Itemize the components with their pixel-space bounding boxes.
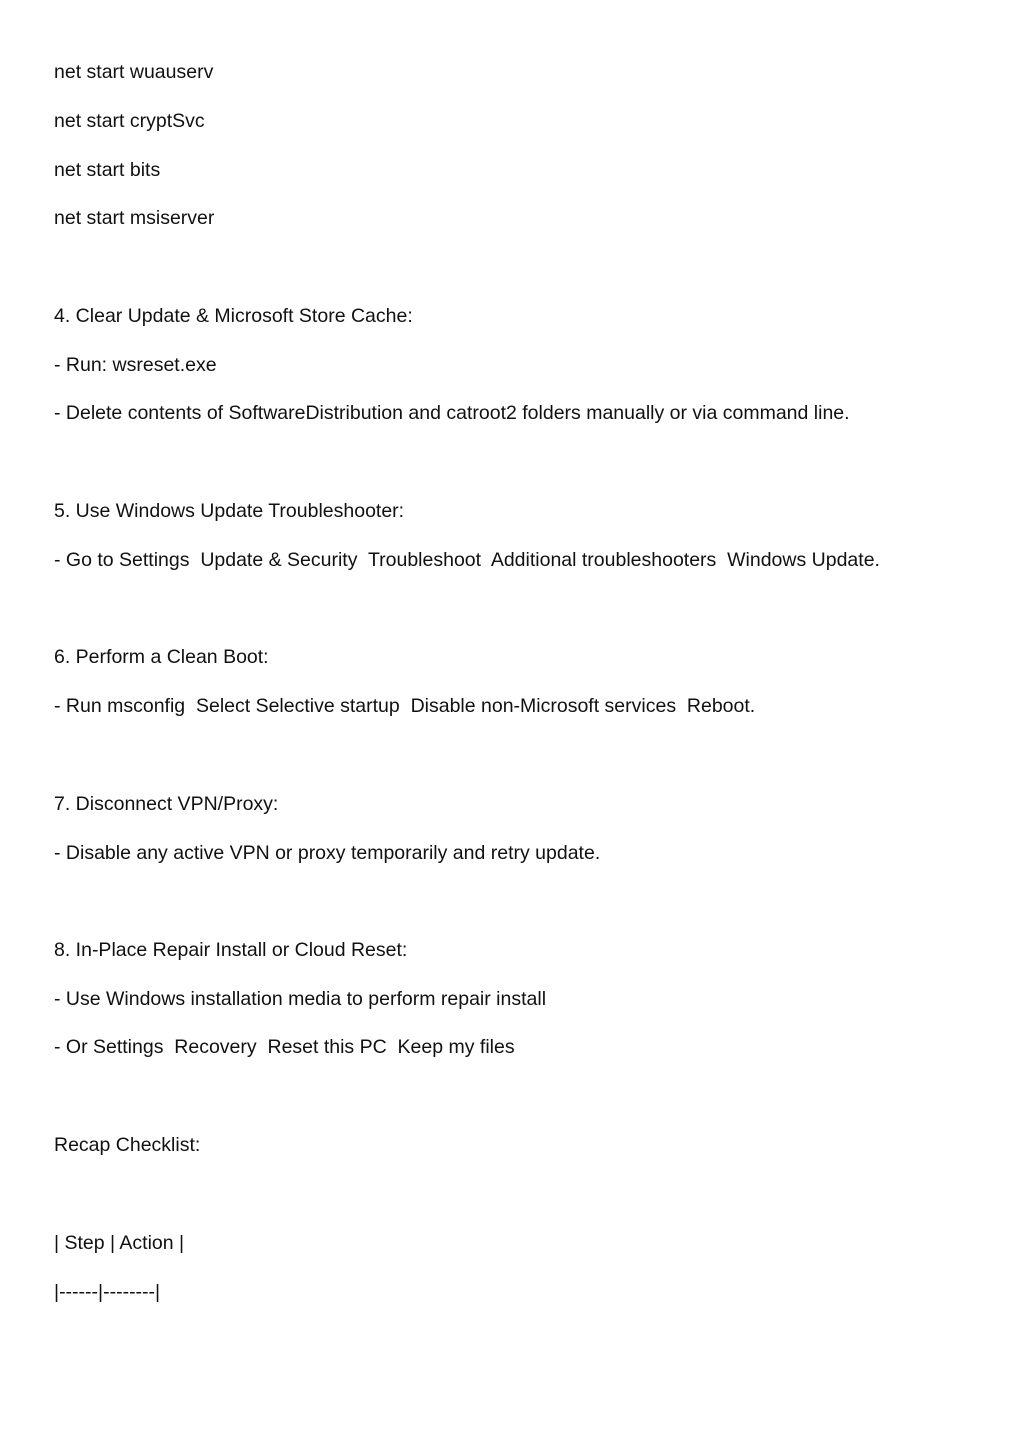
section-heading: 7. Disconnect VPN/Proxy: — [54, 793, 279, 815]
list-item: - Delete contents of SoftwareDistribution and catroot2 folders manually or via command line. — [54, 402, 850, 424]
command-line: net start msiserver — [54, 207, 215, 229]
table-header-row: | Step | Action | — [54, 1232, 185, 1254]
list-item: - Run msconfig Select Selective startup Disable non-Microsoft services Reboot. — [54, 695, 756, 717]
section-heading: 6. Perform a Clean Boot: — [54, 646, 269, 668]
table-separator-row: |------|--------| — [54, 1281, 161, 1303]
section-heading: 4. Clear Update & Microsoft Store Cache: — [54, 305, 413, 327]
section-heading: 8. In-Place Repair Install or Cloud Reset: — [54, 939, 408, 961]
command-line: net start bits — [54, 159, 161, 181]
list-item: - Use Windows installation media to perform repair install — [54, 988, 547, 1010]
list-item: - Go to Settings Update & Security Troubleshoot Additional troubleshooters Windows Update. — [54, 549, 880, 571]
command-line: net start wuauserv — [54, 61, 214, 83]
document-page — [54, 0, 994, 1448]
list-item: - Run: wsreset.exe — [54, 354, 217, 376]
command-line: net start cryptSvc — [54, 110, 205, 132]
section-heading: 5. Use Windows Update Troubleshooter: — [54, 500, 405, 522]
list-item: - Or Settings Recovery Reset this PC Keep my files — [54, 1036, 515, 1058]
recap-heading: Recap Checklist: — [54, 1134, 201, 1156]
list-item: - Disable any active VPN or proxy temporarily and retry update. — [54, 842, 601, 864]
